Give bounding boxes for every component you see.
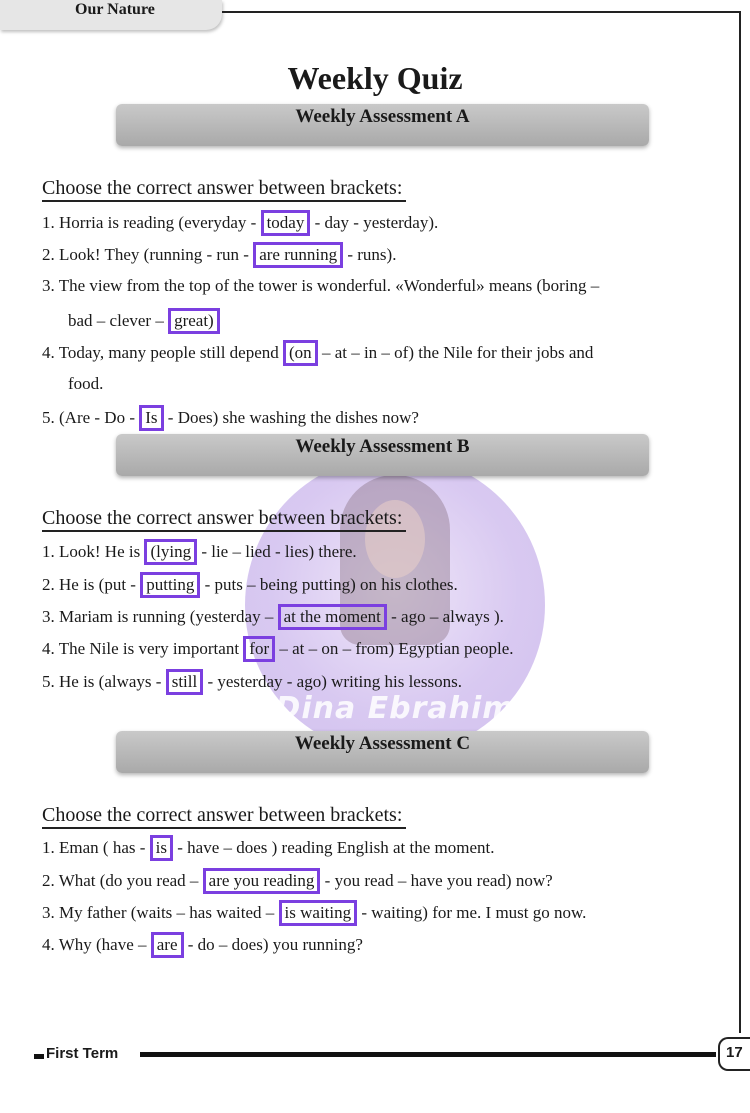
question-text: - ago – always ). bbox=[386, 607, 504, 626]
section-a-heading: Weekly Assessment A bbox=[295, 106, 470, 127]
question-text: - you read – have you read) now? bbox=[320, 871, 553, 890]
question-c3 bbox=[42, 900, 586, 926]
question-b4 bbox=[42, 636, 514, 662]
question-text: – at – in – of) the Nile for their jobs and bbox=[317, 343, 594, 362]
question-a1 bbox=[42, 210, 438, 236]
top-border-line bbox=[222, 11, 740, 13]
question-text: bad – clever – bbox=[68, 311, 169, 330]
question-text: - waiting) for me. I must go now. bbox=[357, 903, 587, 922]
question-a3-cont bbox=[68, 308, 220, 334]
question-c2 bbox=[42, 868, 553, 894]
question-a4 bbox=[42, 340, 593, 366]
header-tab bbox=[0, 0, 222, 30]
question-text: 5. (Are - Do - bbox=[42, 408, 140, 427]
answer-box: (lying bbox=[144, 539, 197, 565]
answer-box: are running bbox=[253, 242, 343, 268]
section-a-instruction: Choose the correct answer between brackets: bbox=[42, 176, 406, 202]
question-text: 4. Why (have – bbox=[42, 935, 151, 954]
question-c1 bbox=[42, 835, 494, 861]
answer-box: are bbox=[151, 932, 184, 958]
question-text: 2. What (do you read – bbox=[42, 871, 203, 890]
section-c-heading: Weekly Assessment C bbox=[294, 733, 471, 754]
section-b-banner bbox=[116, 434, 649, 476]
question-b3 bbox=[42, 604, 504, 630]
question-text: – at – on – from) Egyptian people. bbox=[275, 639, 514, 658]
question-text: food. bbox=[68, 374, 104, 393]
header-title: Our Nature bbox=[75, 1, 155, 18]
question-text: - lie – lied - lies) there. bbox=[197, 542, 357, 561]
page-number: 17 bbox=[726, 1044, 743, 1061]
answer-box: is bbox=[150, 835, 173, 861]
answer-box: great) bbox=[168, 308, 220, 334]
answer-box: putting bbox=[140, 572, 200, 598]
question-text: 1. Horria is reading (everyday - bbox=[42, 213, 261, 232]
answer-box: Is bbox=[139, 405, 163, 431]
question-text: 1. Look! He is bbox=[42, 542, 145, 561]
question-b5 bbox=[42, 669, 462, 695]
question-text: 5. He is (always - bbox=[42, 672, 166, 691]
answer-box: (on bbox=[283, 340, 318, 366]
section-c-banner bbox=[116, 731, 649, 773]
question-b1 bbox=[42, 539, 357, 565]
question-a4-cont bbox=[68, 373, 103, 395]
footer-dash bbox=[34, 1054, 44, 1059]
question-text: 2. He is (put - bbox=[42, 575, 141, 594]
question-a2 bbox=[42, 242, 396, 268]
question-a3 bbox=[42, 275, 599, 297]
page-title: Weekly Quiz bbox=[287, 60, 463, 96]
section-b-heading: Weekly Assessment B bbox=[295, 436, 470, 457]
section-b-instruction: Choose the correct answer between brackets: bbox=[42, 506, 406, 532]
question-text: - puts – being putting) on his clothes. bbox=[200, 575, 458, 594]
question-b2 bbox=[42, 572, 458, 598]
footer-label: First Term bbox=[46, 1045, 119, 1062]
watermark-text: Dina Ebrahim bbox=[275, 691, 515, 726]
question-text: - have – does ) reading English at the moment. bbox=[172, 838, 495, 857]
answer-box: still bbox=[166, 669, 204, 695]
question-text: 1. Eman ( has - bbox=[42, 838, 150, 857]
question-text: - do – does) you running? bbox=[183, 935, 363, 954]
section-a-banner bbox=[116, 104, 649, 146]
question-a5 bbox=[42, 405, 419, 431]
answer-box: today bbox=[261, 210, 311, 236]
right-border-line bbox=[739, 11, 741, 1033]
section-c-instruction: Choose the correct answer between brackets: bbox=[42, 803, 406, 829]
question-text: 4. Today, many people still depend bbox=[42, 343, 284, 362]
question-text: 3. My father (waits – has waited – bbox=[42, 903, 279, 922]
question-text: 4. The Nile is very important bbox=[42, 639, 244, 658]
question-text: 3. The view from the top of the tower is wonderful. «Wonderful» means (boring – bbox=[42, 276, 600, 295]
question-text: 3. Mariam is running (yesterday – bbox=[42, 607, 278, 626]
answer-box: at the moment bbox=[278, 604, 387, 630]
answer-box: for bbox=[243, 636, 275, 662]
question-c4 bbox=[42, 932, 363, 958]
question-text: - Does) she washing the dishes now? bbox=[163, 408, 419, 427]
footer-line bbox=[140, 1052, 716, 1057]
question-text: - yesterday - ago) writing his lessons. bbox=[203, 672, 462, 691]
question-text: - runs). bbox=[343, 245, 397, 264]
question-text: - day - yesterday). bbox=[310, 213, 439, 232]
answer-box: is waiting bbox=[279, 900, 358, 926]
answer-box: are you reading bbox=[203, 868, 321, 894]
question-text: 2. Look! They (running - run - bbox=[42, 245, 254, 264]
